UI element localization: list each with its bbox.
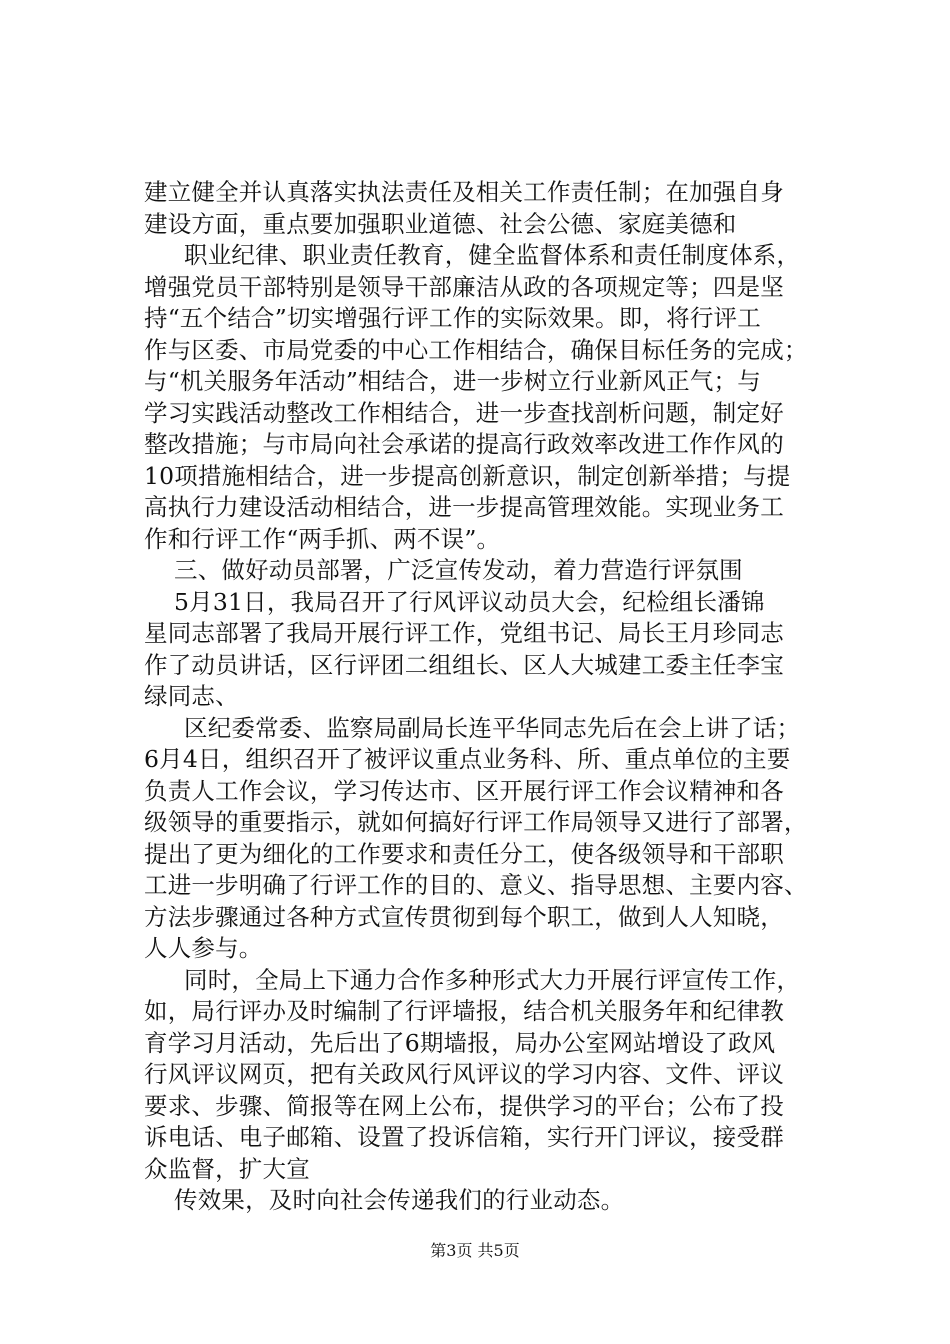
body-text	[144, 177, 844, 1217]
text-line: 要求、步骤、简报等在网上公布，提供学习的平台；公布了投	[144, 1091, 784, 1120]
text-line: 持“五个结合”切实增强行评工作的实际效果。即，将行评工	[144, 304, 761, 332]
text-line: 职业纪律、职业责任教育，健全监督体系和责任制度体系，	[184, 241, 801, 269]
text-line: 星同志部署了我局开展行评工作，党组书记、局长王月珍同志	[144, 619, 784, 647]
text-line: 诉电话、电子邮箱、设置了投诉信箱，实行开门评议，接受群	[144, 1123, 784, 1151]
text-line: 作与区委、市局党委的中心工作相结合，确保目标任务的完成；	[144, 335, 808, 364]
text-line: 建立健全并认真落实执法责任及相关工作责任制；在加强自身	[144, 178, 784, 206]
text-line: 10项措施相结合，进一步提高创新意识，制定创新举措；与提	[144, 461, 791, 490]
page-footer: 第3页 共5页	[430, 1241, 520, 1260]
text-line: 人人参与。	[144, 934, 263, 962]
text-line: 负责人工作会议，学习传达市、区开展行评工作会议精神和各	[144, 776, 784, 805]
text-line: 整改措施；与市局向社会承诺的提高行政效率改进工作作风的	[144, 430, 784, 458]
text-line: 绿同志、	[144, 682, 239, 710]
text-line: 高执行力建设活动相结合，进一步提高管理效能。实现业务工	[144, 493, 784, 521]
text-line: 区纪委常委、监察局副局长连平华同志先后在会上讲了话；	[184, 713, 801, 742]
text-line: 级领导的重要指示，就如何搞好行评工作局领导又进行了部署，	[144, 808, 808, 836]
text-line: 工进一步明确了行评工作的目的、意义、指导思想、主要内容、	[144, 871, 808, 899]
text-line: 如，局行评办及时编制了行评墙报，结合机关服务年和纪律教	[144, 997, 784, 1025]
text-line: 众监督，扩大宣	[144, 1154, 310, 1183]
text-line: 同时，全局上下通力合作多种形式大力开展行评宣传工作，	[184, 965, 801, 994]
text-line: 与“机关服务年活动”相结合，进一步树立行业新风正气；与	[144, 367, 761, 395]
text-line: 作了动员讲话，区行评团二组组长、区人大城建工委主任李宝	[144, 650, 784, 679]
text-line: 育学习月活动，先后出了6期墙报，局办公室网站增设了政风	[144, 1028, 776, 1057]
text-line: 传效果，及时向社会传递我们的行业动态。	[174, 1186, 625, 1214]
text-line: 行风评议网页，把有关政风行风评议的学习内容、文件、评议	[144, 1060, 784, 1088]
text-line: 建设方面，重点要加强职业道德、社会公德、家庭美德和	[144, 209, 737, 238]
text-line: 作和行评工作“两手抓、两不误”。	[144, 524, 501, 553]
text-line: 增强党员干部特别是领导干部廉洁从政的各项规定等；四是坚	[144, 272, 784, 301]
text-line: 6月4日，组织召开了被评议重点业务科、所、重点单位的主要	[144, 745, 791, 773]
text-line: 学习实践活动整改工作相结合，进一步查找剖析问题，制定好	[144, 398, 784, 427]
text-line: 方法步骤通过各种方式宣传贯彻到每个职工，做到人人知晓，	[144, 902, 784, 931]
text-line: 提出了更为细化的工作要求和责任分工，使各级领导和干部职	[144, 839, 784, 868]
section-heading: 三、做好动员部署，广泛宣传发动，着力营造行评氛围	[174, 556, 743, 584]
text-line: 5月31日，我局召开了行风评议动员大会，纪检组长潘锦	[174, 587, 765, 616]
